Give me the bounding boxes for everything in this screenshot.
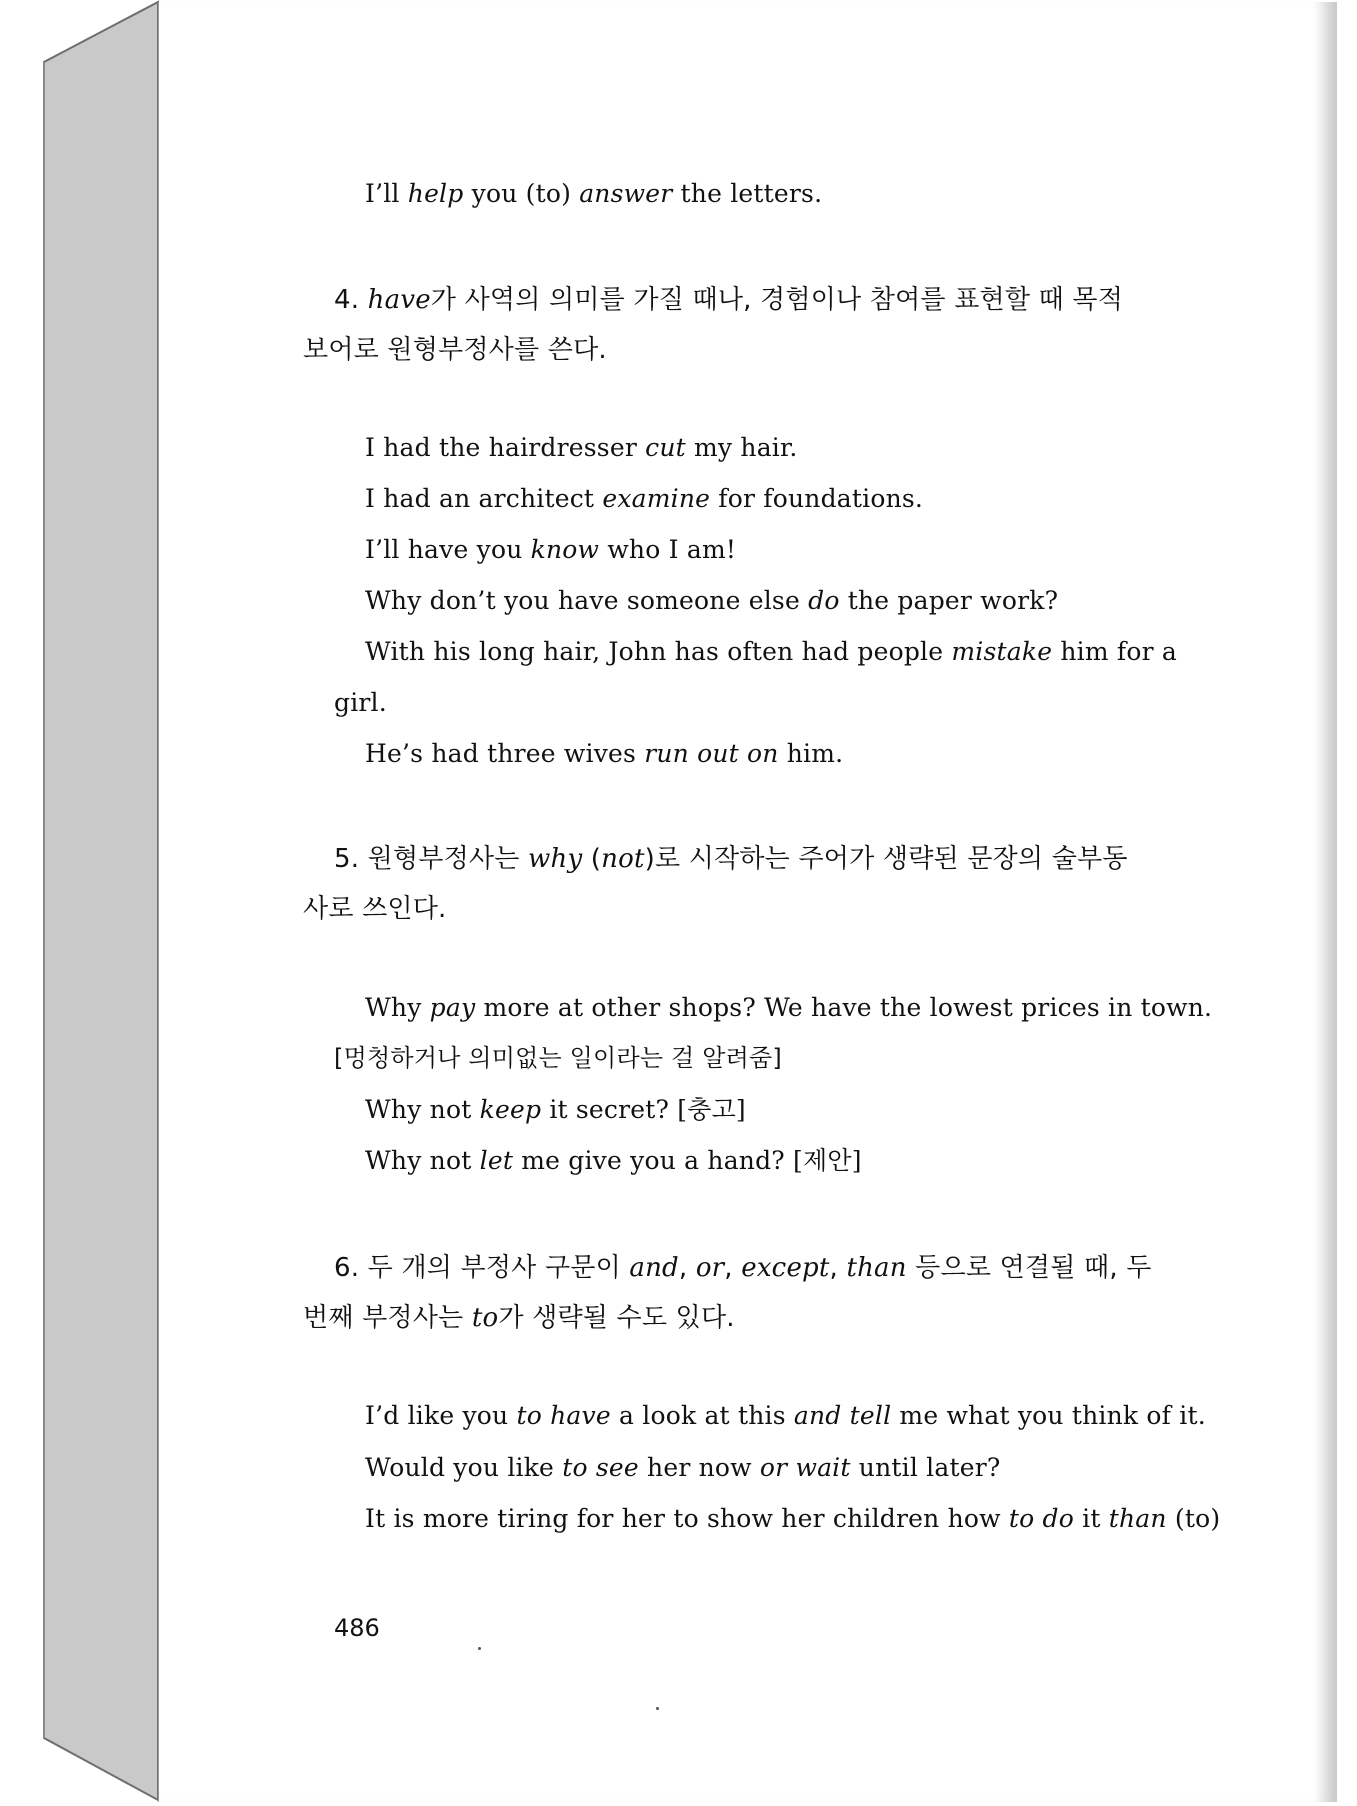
example-line: Why not keep it secret? [충고]: [365, 1095, 746, 1124]
example-line: It is more tiring for her to show her children how to do it than (to): [365, 1504, 1221, 1533]
section-heading-4: 4. have가 사역의 의미를 가질 때나, 경험이나 참여를 표현할 때 목적: [334, 285, 1124, 315]
section-heading-5-cont: 사로 쓰인다.: [303, 894, 447, 924]
page-edge-shadow: [1313, 2, 1337, 1802]
section-heading-6: 6. 두 개의 부정사 구문이 and, or, except, than 등으로 연결될 때, 두: [334, 1253, 1152, 1283]
example-line-cont: girl.: [334, 688, 387, 717]
example-line: I had the hairdresser cut my hair.: [365, 433, 798, 462]
page-number: 486: [334, 1614, 380, 1642]
section-heading-5: 5. 원형부정사는 why (not)로 시작하는 주어가 생략된 문장의 술부동: [334, 844, 1128, 874]
example-line: I’ll help you (to) answer the letters.: [365, 179, 823, 208]
example-line: With his long hair, John has often had people mistake him for a: [365, 637, 1178, 666]
example-note: [멍청하거나 의미없는 일이라는 걸 알려줌]: [334, 1044, 782, 1072]
example-line: I had an architect examine for foundations.: [365, 484, 924, 513]
section-heading-6-cont: 번째 부정사는 to가 생략될 수도 있다.: [303, 1303, 735, 1333]
example-line: He’s had three wives run out on him.: [365, 739, 844, 768]
example-line: Why pay more at other shops? We have the lowest prices in town.: [365, 993, 1213, 1022]
example-line: Why not let me give you a hand? [제안]: [365, 1146, 862, 1175]
scan-speck: [478, 1647, 481, 1650]
example-line: I’ll have you know who I am!: [365, 535, 737, 564]
example-line: Would you like to see her now or wait until later?: [365, 1453, 1001, 1482]
scan-speck: [656, 1707, 659, 1710]
example-line: I’d like you to have a look at this and tell me what you think of it.: [365, 1401, 1206, 1430]
example-line: Why don’t you have someone else do the paper work?: [365, 586, 1059, 615]
section-heading-4-cont: 보어로 원형부정사를 쓴다.: [303, 335, 607, 365]
